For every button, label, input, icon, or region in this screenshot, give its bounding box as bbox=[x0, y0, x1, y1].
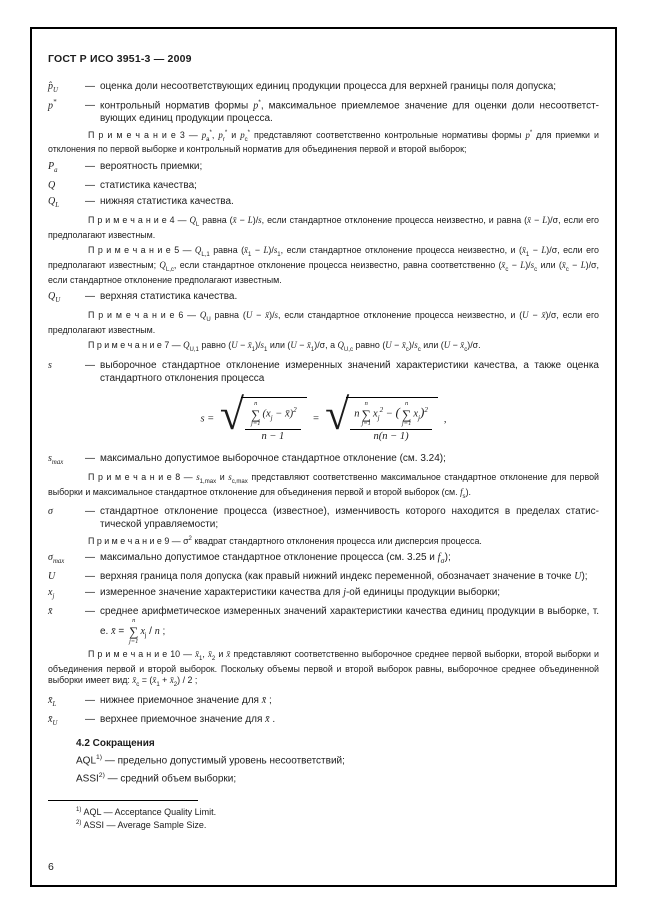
definition-text: максимально допустимое стандартное отклонение процесса (см. 3.25 и $f_\sigma$); bbox=[100, 552, 451, 566]
note-paragraph: П р и м е ч а н и е 8 — $s_{1,max}$ и $s_{c,max}$ представляют соответственно максимальное стандартное отклонение для первой выборки и максимальное стандартное отклонение для объединения первой и второй выборок (см. $f_s$). bbox=[48, 471, 599, 500]
definition-dash: — bbox=[85, 452, 95, 464]
definition-item bbox=[48, 505, 599, 531]
definition-item bbox=[48, 359, 599, 385]
definition-text: контрольный норматив формы p*, максимальное приемлемое значение для оценки доли несоответствующих единиц продукции процесса. bbox=[100, 98, 600, 125]
abbreviation-item: ASSI$^{2)}$ — средний объем выборки; bbox=[76, 771, 237, 785]
definition-symbol: $Q_L$ bbox=[48, 196, 60, 210]
footnote: $^{1)}$ AQL — Acceptance Quality Limit. bbox=[76, 805, 217, 817]
definition-dash: — bbox=[85, 587, 95, 599]
note-paragraph: П р и м е ч а н и е 10 — $x̄_1$, $x̄_2$ и x̄ представляют соответственно выборочное среднее первой выборки, второй выборки и объединения первой и второй выборок. Поскольку объемы первой и второй выборок равны, выборочное среднее объединенной выборки имеет вид: $x̄_c$ = ($x̄_1$ + $x̄_2) / 2$ ; bbox=[48, 649, 600, 689]
definition-item bbox=[48, 195, 599, 211]
definition-text: верхнее приемочное значение для x̄ . bbox=[100, 713, 276, 725]
definition-text: стандартное отклонение процесса (известное), изменчивость которого находится в пределах статистической управляемости; bbox=[100, 506, 599, 531]
definition-dash: — bbox=[85, 196, 95, 208]
definition-item bbox=[48, 80, 599, 96]
definition-dash: — bbox=[85, 694, 95, 706]
definition-symbol: $x̄_L$ bbox=[48, 694, 57, 708]
note-paragraph: П р и м е ч а н и е 7 — $Q_{U,1}$ равно $(U - x̄_1)/s_1$ или $(U - x̄_1)/\sigma$, а $Q_{U,c}$ равно $(U - x̄_c)/s_c$ или $(U - x̄_c)/\sigma$. bbox=[88, 340, 481, 354]
footnote: $^{2)}$ ASSI — Average Sample Size. bbox=[76, 818, 207, 830]
definition-text: нижняя статистика качества. bbox=[100, 196, 234, 208]
definition-dash: — bbox=[85, 359, 95, 371]
definition-item bbox=[48, 570, 599, 583]
definition-text: вероятность приемки; bbox=[100, 160, 203, 172]
definition-text: оценка доли несоответствующих единиц продукции процесса для верхней границы поля допуска; bbox=[100, 81, 557, 92]
definition-text: измеренное значение характеристики качества для j-ой единицы продукции выборки; bbox=[100, 587, 501, 599]
definition-symbol: $x̄_U$ bbox=[48, 713, 58, 727]
definition-dash: — bbox=[85, 606, 95, 618]
definition-symbol: $p̂_U$ bbox=[48, 81, 58, 94]
definition-dash: — bbox=[85, 291, 95, 303]
definition-dash: — bbox=[85, 506, 95, 518]
definition-text: максимально допустимое выборочное стандартное отклонение (см. 3.24); bbox=[100, 452, 446, 464]
doc-header: ГОСТ Р ИСО 3951-3 — 2009 bbox=[48, 53, 192, 65]
definition-text: статистика качества; bbox=[100, 179, 197, 191]
definition-item bbox=[48, 586, 599, 602]
definition-text: нижнее приемочное значение для x̄ ; bbox=[100, 694, 272, 706]
definition-symbol: p* bbox=[48, 98, 57, 112]
footnote-block bbox=[48, 800, 599, 832]
formula: s = √ n ∑ j=1 ($x_j$ − x̄)$^2$ n − 1 = √ n n ∑ j=1 $x_j^2$ − ( n ∑ j=1 $x_j)^2$ n(n − 1) , bbox=[200, 390, 447, 442]
definition-item bbox=[48, 290, 599, 306]
note-paragraph: П р и м е ч а н и е 6 — $Q_U$ равна (U − x̄)/s, если стандартное отклонение процесса неизвестно, и (U − x̄)/σ, если его предполагают известным. bbox=[48, 310, 599, 335]
note-paragraph: П р и м е ч а н и е 3 — $p_a^*$, $p_r^*$ и $p_c^*$ представляют соответственно контрольные нормативы формы p* для приемки и отклонения по первой выборке и контрольный норматив для объединения первой и второй выборок; bbox=[48, 129, 599, 155]
definition-symbol: Q bbox=[48, 179, 56, 191]
definition-item bbox=[48, 99, 599, 126]
page-number: 6 bbox=[48, 861, 54, 873]
definition-text: выборочное стандартное отклонение измеренных значений характеристики качества, а также оценка стандартного отклонения процесса bbox=[100, 359, 599, 385]
definition-symbol: $s_{max}$ bbox=[48, 452, 64, 466]
definition-text: верхняя статистика качества. bbox=[100, 291, 238, 303]
definition-dash: — bbox=[85, 160, 95, 172]
definition-symbol: $x_j$ bbox=[48, 587, 55, 601]
note-paragraph: П р и м е ч а н и е 5 — $Q_{L,1}$ равна $(x̄_1 - L)/s_1$, если стандартное отклонение процесса неизвестно, и $(x̄_1 - L)/\sigma$, если его предполагают известным; $Q_{L,c}$, если стандартное отклонение процесса неизвестно, равна соответственно $(x̄_c - L)/s_c$ или $(x̄_c - L)/\sigma$, если стандартное отклонение предполагают известным. bbox=[48, 245, 599, 285]
section-heading: 4.2 Сокращения bbox=[76, 737, 155, 749]
definition-symbol: $Q_U$ bbox=[48, 291, 61, 305]
definition-dash: — bbox=[85, 713, 95, 725]
definition-symbol: σ bbox=[48, 506, 53, 518]
definition-symbol: U bbox=[48, 571, 56, 583]
footnote-divider bbox=[48, 800, 198, 801]
page-border bbox=[30, 27, 617, 887]
definition-dash: — bbox=[85, 552, 95, 564]
definition-item bbox=[48, 551, 599, 567]
definition-symbol: $\sigma_{max}$ bbox=[48, 552, 65, 566]
definition-symbol: x̄ bbox=[48, 606, 53, 618]
definition-text: среднее арифметическое измеренных значений характеристики качества единиц продукции в выборке, т. е. x̄ = n ∑ j=1 $x_j$ / n ; bbox=[100, 606, 599, 645]
definition-dash: — bbox=[85, 571, 95, 583]
definition-item bbox=[48, 605, 599, 645]
definition-dash: — bbox=[85, 179, 95, 191]
definition-item bbox=[48, 713, 599, 729]
definition-item bbox=[48, 452, 599, 468]
note-paragraph: П р и м е ч а н и е 9 — $\sigma^2$ квадрат стандартного отклонения процесса или дисперсия процесса. bbox=[88, 535, 482, 546]
definition-item bbox=[48, 179, 599, 192]
definition-dash: — bbox=[85, 81, 95, 92]
note-paragraph: П р и м е ч а н и е 4 — $Q_L$ равна (x̄ − L)/s, если стандартное отклонение процесса неизвестно, и равна (x̄ − L)/σ, если его предполагают известным. bbox=[48, 215, 599, 240]
definition-symbol: $P_a$ bbox=[48, 160, 58, 174]
definition-text: верхняя граница поля допуска (как правый нижний индекс переменной, обозначает значение в точке U); bbox=[100, 571, 588, 583]
definition-item bbox=[48, 160, 599, 176]
abbreviation-item: AQL$^{1)}$ — предельно допустимый уровень несоответствий; bbox=[76, 753, 345, 767]
definition-symbol: s bbox=[48, 359, 52, 371]
definition-dash: — bbox=[85, 99, 95, 111]
definition-item bbox=[48, 694, 599, 710]
